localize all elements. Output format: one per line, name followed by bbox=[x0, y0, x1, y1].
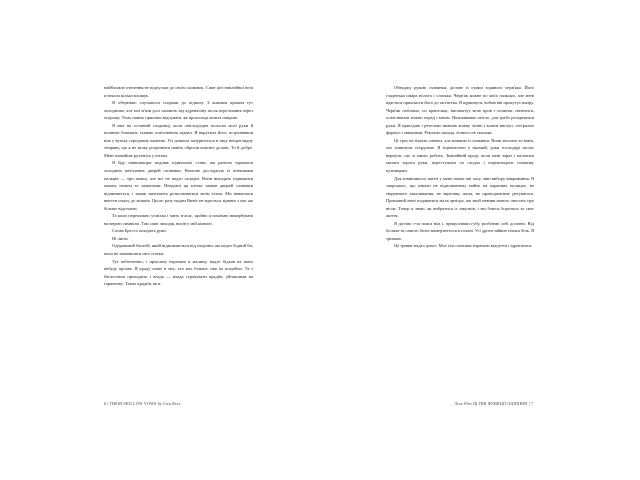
book-title-left: THESE HOLLOW VOWS bbox=[109, 402, 157, 406]
paragraph: Обводжу рукою схованки, дістаю із сумки зоряного черв'яка. Його гладенька шкіра волога і слизька. Черв'як кожне по моїх пальцях, але мені вдається прикласти його до зап'ястка. Я щрипнуся, вобив він прокусує шкіру. Черв'як поблимо, по крапельці, висмоктує мою кров і починає світитися, освітлюючи землю перед і мною. Нежиживаю світло, для треба розіднятися руки. Я присідаю і ретельно вивчаю кожну лінію і кожен виступ, лістрално формул і звичкими. Рекламо запада, лічного не сказали. bbox=[386, 85, 534, 136]
running-foot-right bbox=[454, 401, 533, 407]
paragraph: Слова Бреста холодять руки. bbox=[112, 228, 167, 234]
page-number-right: 7 bbox=[530, 402, 533, 406]
left-page-textblock bbox=[104, 84, 253, 350]
paragraph: Ці троє не зіязать символ, але кожним із схованки. Вони зносять-то вони, але зникнути стердзоме. Я зіціквіточно у ньомий, доки господарі застає вернути, що зі мною робить. Значайний кроді, коли мені зараз і налічити мазати зорота руки, переступити по сходах і переповідати схованку кузницями. bbox=[386, 137, 534, 174]
book-author-left: by Lisa Rees bbox=[157, 402, 181, 406]
running-foot-separator: | bbox=[528, 402, 530, 406]
running-foot-separator: | bbox=[107, 402, 109, 406]
paragraph: Я йду навпомацки подовж підвальної стіни, аж раптом торкаюся холодних металевих дверей схованки. Нахилю досліджую їх кінчиками пальців — три замки, але всі не надто складні. Вони виходять підважити можну ножем та захватами. Невдовзі ця клітка замків дверей схованки відчиняється, і замки вилітають розколюватися моїм тілом. Ми навчилася внести опалу до мішків. Цього разу надам Вивіс не вдасться зірвати з нас аж більше відстояти. bbox=[104, 160, 253, 211]
running-foot-left bbox=[104, 401, 181, 407]
paragraph: Тут небезпечно, і прокляту втрачати в малину, надто бідкав на мить набуду прозак. Я краду лише в тих, хто має більше, ніж їм потрібно. Та з багатством приходить і влада — влада страчувати крадіїв, уйішшими на гаряченку. Таких крадіїв, як я. bbox=[104, 258, 253, 287]
right-page-textblock bbox=[386, 84, 534, 350]
paragraph: Та коли переможно усміхка і мить згасає, щойно я помічаю викарбувані на верхні символи. Там саме лиходія, висів у мій кімнаті. bbox=[104, 213, 253, 226]
paragraph: найближче оточення не підпускає до своїх схованок. Саме цієї ювілейної ночі я чекала кілька місяців. bbox=[104, 85, 253, 98]
page-number-left: 6 bbox=[104, 402, 107, 406]
paragraph: Для зовнішнього житті у мене немає ані часу, аню вибору викривання. Я запрошаєс, що ніколи не відповпатиму нийте на каркових палицях, не тюремного закаливання, не вартовку жала, не проводжатиме ретуватася. Приманий мені подаватися мала артігра, аж ткой навчив нового зносить про вісім. Тепер я знаю, як вибратися із закутків, і ми боюся боротися за своє життя. bbox=[386, 175, 534, 219]
paragraph: Це триває надто довго. Моє тіло починає втрачати відчуття і здригатися. bbox=[394, 243, 533, 249]
paragraph: Я дістаю з-за пояса ніж і, прикусивши губу, розблюю собі долоню. Від боляча-за самого болю намерзнеться в голові. Усі дроти зайвие тільки біль. Я тримаю. bbox=[386, 220, 534, 241]
paragraph: Одержимий багатій, який відмовляється від охорони, аж надто бідний би, коли не зачинилися свої статки. bbox=[104, 243, 253, 257]
paragraph: Ні лисів. bbox=[112, 235, 129, 241]
book-author-right: Ліла Рівз bbox=[454, 402, 472, 406]
paragraph: Я обережно спускаюся сходами до підвалу. З кожним кроком тут холодніше, але мої м'язи досі палають від адреналіну після перелізання через огорожу. Тому навіть приємно відчувати, як прохолода кошла шкірою. bbox=[104, 100, 253, 121]
book-title-right: ЦІ ПІВ ФУНКЦІЇ ОЦІПІННІ bbox=[473, 402, 528, 406]
paragraph: Я вже на останній сходинці, коли світлодіодна полоска моєї руки й починає блимати, тьмяно освітлюючи підвал. Я вкрутила його, встромивши ніж у вузьку серединну каменю. Усі довкола занурюється в таку непроглядну темряву, що я не можу розрізнити навіть обрисів власної долоні. То й добре. Мені значайше рухатись у пітьмі. bbox=[104, 122, 253, 158]
page-right bbox=[320, 0, 640, 480]
